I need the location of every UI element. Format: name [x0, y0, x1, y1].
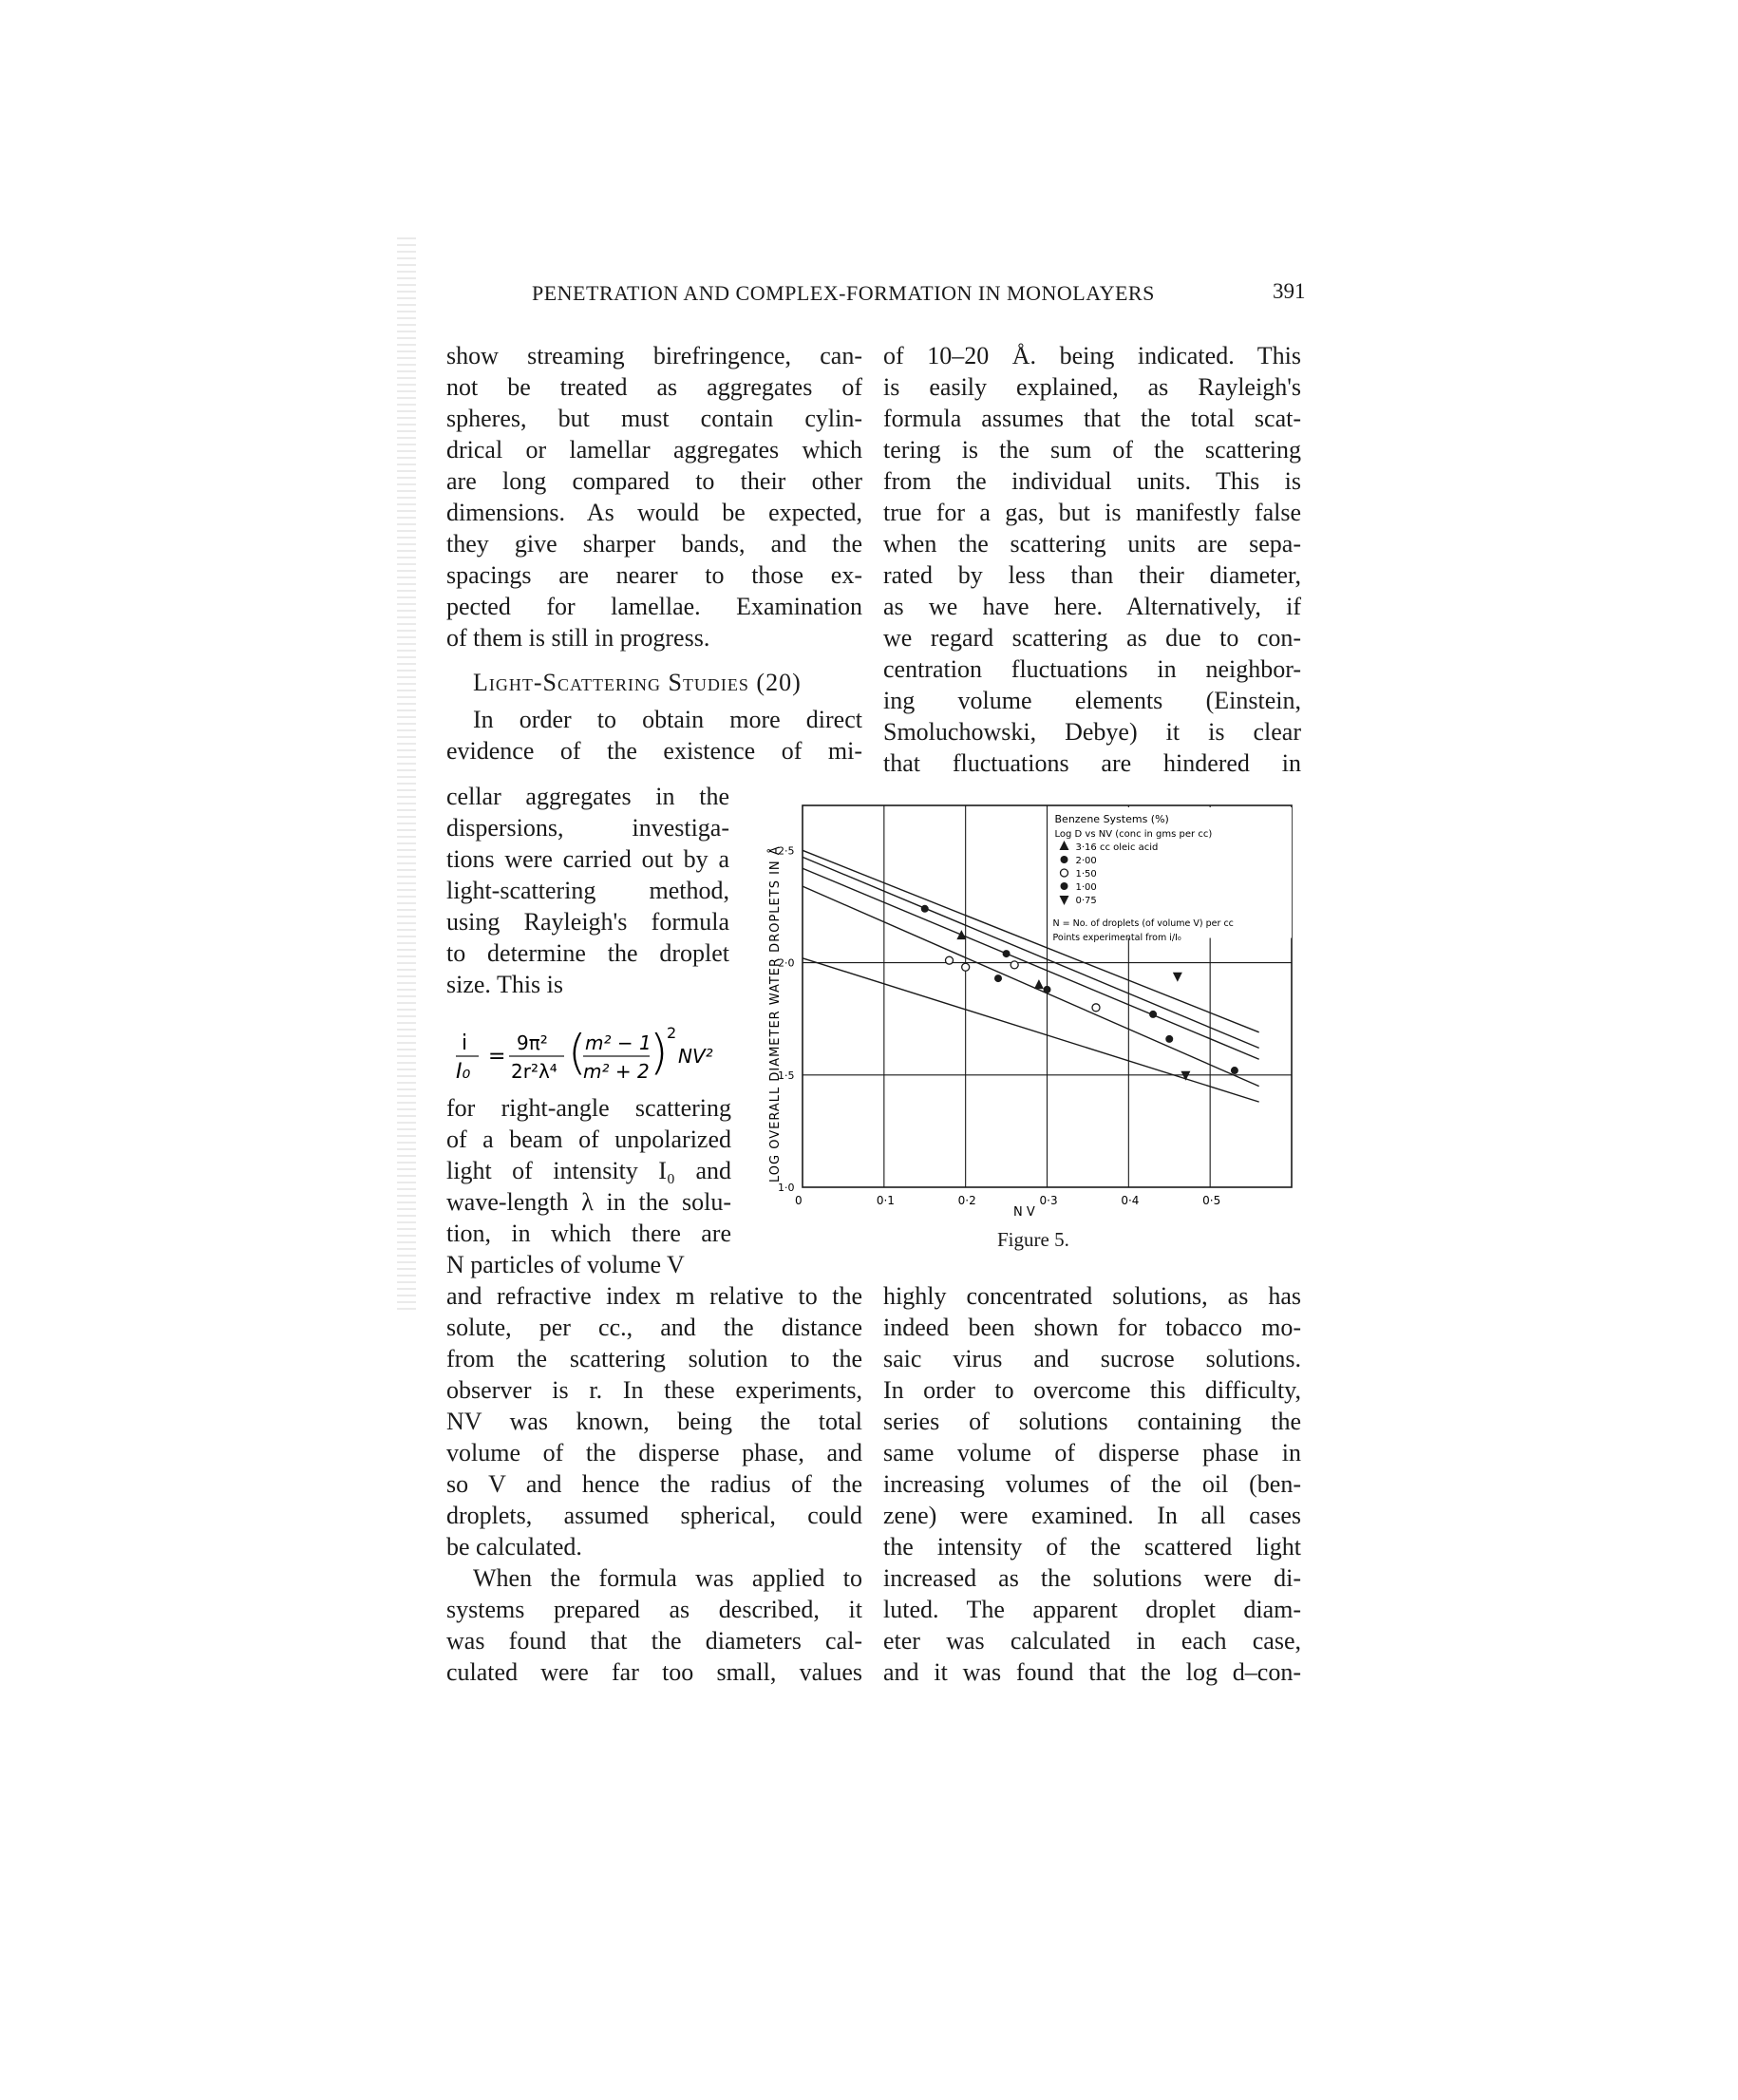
page-number: 391	[1273, 279, 1306, 303]
text-line: from the scattering solution to the	[446, 1345, 862, 1372]
text-line: are long compared to their other	[446, 467, 862, 495]
text-line: we regard scattering as due to con-	[883, 624, 1301, 652]
data-point	[1044, 986, 1051, 993]
left-column-bottom	[446, 1280, 862, 1688]
text-line: ing volume elements (Einstein,	[883, 687, 1301, 714]
text-line: and it was found that the log d–con-	[883, 1658, 1301, 1686]
y-tick-label: 2·5	[778, 844, 795, 858]
x-tick-label: 0·4	[1121, 1194, 1140, 1207]
text-line: solute, per cc., and the distance	[446, 1314, 862, 1341]
formula-svg	[454, 1021, 739, 1101]
data-point	[1003, 950, 1011, 957]
formula-lhs-num: i	[462, 1031, 468, 1055]
legend-note: Points experimental from i/I₀	[1052, 933, 1181, 943]
text-line: of them is still in progress.	[446, 624, 710, 652]
formula-power: 2	[667, 1024, 677, 1042]
text-line: is easily explained, as Rayleigh's	[883, 373, 1301, 401]
text-line: drical or lamellar aggregates which	[446, 436, 862, 464]
text-line: show streaming birefringence, can-	[446, 342, 862, 369]
text-line: observer is r. In these experiments,	[446, 1376, 862, 1404]
x-tick-label: 0·5	[1202, 1194, 1221, 1207]
data-point	[994, 974, 1002, 982]
text-line: systems prepared as described, it	[446, 1596, 862, 1623]
legend-entry: 1·00	[1075, 882, 1097, 893]
text-line: true for a gas, but is manifestly false	[883, 499, 1301, 526]
running-header: PENETRATION AND COMPLEX-FORMATION IN MONOLAYERS	[532, 281, 1155, 305]
x-tick-label: 0·1	[876, 1194, 895, 1207]
text-line: tions were carried out by a	[446, 845, 729, 873]
data-point	[1061, 882, 1068, 890]
legend-note: N = No. of droplets (of volume V) per cc	[1052, 918, 1234, 929]
text-line: luted. The apparent droplet diam-	[883, 1596, 1301, 1623]
text-line: not be treated as aggregates of	[446, 373, 862, 401]
text-line: When the formula was applied to	[473, 1564, 862, 1592]
text-line: light of intensity I₀ and	[446, 1157, 731, 1184]
data-point	[921, 905, 929, 913]
text-line: of a beam of unpolarized	[446, 1126, 731, 1153]
text-line: from the individual units. This is	[883, 467, 1301, 495]
chart-legend	[1049, 807, 1293, 943]
text-line: dimensions. As would be expected,	[446, 499, 862, 526]
text-line: volume of the disperse phase, and	[446, 1439, 862, 1466]
section-heading: Light-Scattering Studies (20)	[473, 669, 802, 696]
formula-frac-num: m² − 1	[585, 1031, 652, 1054]
text-line: the intensity of the scattered light	[883, 1533, 1301, 1561]
left-column-top	[446, 340, 862, 766]
scan-edge-artifact	[397, 237, 416, 1311]
text-line: centration fluctuations in neighbor-	[883, 655, 1301, 683]
text-line: pected for lamellae. Examination	[446, 593, 862, 620]
formula-coef-num: 9π²	[517, 1031, 548, 1054]
data-point	[956, 930, 966, 939]
x-tick-label: 0	[795, 1194, 803, 1207]
x-tick-label: 0·3	[1039, 1194, 1058, 1207]
text-line: dispersions, investiga-	[446, 814, 729, 842]
legend-entry: 2·00	[1075, 856, 1097, 866]
text-line: cellar aggregates in the	[446, 783, 729, 810]
text-line: culated were far too small, values	[446, 1658, 862, 1686]
text-line: increased as the solutions were di-	[883, 1564, 1301, 1592]
text-line: they give sharper bands, and the	[446, 530, 862, 558]
text-line: series of solutions containing the	[883, 1408, 1301, 1435]
data-point	[1149, 1011, 1157, 1018]
text-line: In order to overcome this difficulty,	[883, 1376, 1301, 1404]
text-line: tion, in which there are	[446, 1220, 731, 1247]
text-line: be calculated.	[446, 1533, 582, 1561]
legend-entry: 1·50	[1075, 869, 1097, 880]
text-line: was found that the diameters cal-	[446, 1627, 862, 1655]
formula-eq: =	[488, 1045, 506, 1069]
text-line: eter was calculated in each case,	[883, 1627, 1301, 1655]
text-line: N particles of volume V	[446, 1251, 685, 1278]
formula-paren-left: (	[568, 1025, 587, 1080]
text-line: indeed been shown for tobacco mo-	[883, 1314, 1301, 1341]
chart-x-axis-label: N V	[1013, 1205, 1035, 1220]
text-line: spheres, but must contain cylin-	[446, 405, 862, 432]
data-point	[1231, 1067, 1238, 1074]
data-point	[946, 956, 954, 964]
text-line: NV was known, being the total	[446, 1408, 862, 1435]
y-tick-label: 2·0	[778, 956, 795, 970]
text-line: to determine the droplet	[446, 939, 729, 967]
figure-caption: Figure 5.	[997, 1228, 1069, 1251]
text-line: tering is the sum of the scattering	[883, 436, 1301, 464]
text-line: highly concentrated solutions, as has	[883, 1282, 1301, 1310]
legend-title: Benzene Systems (%)	[1054, 813, 1169, 825]
text-line: spacings are nearer to those ex-	[446, 561, 862, 589]
text-line: so V and hence the radius of the	[446, 1470, 862, 1498]
text-line: droplets, assumed spherical, could	[446, 1502, 862, 1529]
formula-frac-den: m² + 2	[583, 1060, 650, 1083]
right-column-top	[883, 340, 1301, 779]
left-column-narrow	[446, 781, 729, 1000]
text-line: saic virus and sucrose solutions.	[883, 1345, 1301, 1372]
figure-5-chart	[755, 798, 1315, 1225]
left-column-after-formula	[446, 1092, 731, 1280]
data-point	[1061, 869, 1068, 877]
data-point	[1034, 979, 1044, 989]
text-line: for right-angle scattering	[446, 1094, 731, 1122]
text-line: Smoluchowski, Debye) it is clear	[883, 718, 1301, 746]
y-tick-label: 1·0	[778, 1182, 795, 1194]
text-line: of 10–20 Å. being indicated. This	[883, 342, 1301, 369]
formula-coef-den: 2r²λ⁴	[511, 1060, 557, 1083]
text-line: rated by less than their diameter,	[883, 561, 1301, 589]
text-line: zene) were examined. In all cases	[883, 1502, 1301, 1529]
right-column-bottom	[883, 1280, 1301, 1688]
text-line: as we have here. Alternatively, if	[883, 593, 1301, 620]
formula-lhs-den: I₀	[456, 1060, 471, 1084]
text-line: evidence of the existence of mi-	[446, 737, 862, 765]
text-line: wave-length λ in the solu-	[446, 1188, 731, 1216]
formula-paren-right: )	[650, 1025, 669, 1080]
y-tick-label: 1·5	[778, 1069, 795, 1082]
text-line: that fluctuations are hindered in	[883, 749, 1301, 777]
x-tick-label: 0·2	[957, 1194, 976, 1207]
legend-entry: 0·75	[1075, 896, 1097, 906]
text-line: size. This is	[446, 971, 564, 998]
data-point	[1092, 1004, 1100, 1012]
data-point	[962, 963, 970, 971]
legend-entry: 3·16 cc oleic acid	[1075, 842, 1159, 853]
data-point	[1173, 973, 1182, 982]
text-line: using Rayleigh's formula	[446, 908, 729, 936]
chart-y-axis-label: LOG OVERALL DIAMETER WATER DROPLETS IN Å	[768, 845, 783, 1182]
text-line: light-scattering method,	[446, 877, 729, 904]
text-line: In order to obtain more direct	[473, 706, 862, 733]
text-line: and refractive index m relative to the	[446, 1282, 862, 1310]
formula-tail: NV²	[678, 1045, 713, 1068]
data-point	[1165, 1035, 1173, 1043]
data-point	[1061, 856, 1068, 863]
legend-subtitle: Log D vs NV (conc in gms per cc)	[1054, 829, 1213, 840]
data-point	[1011, 961, 1018, 969]
text-line: formula assumes that the total scat-	[883, 405, 1301, 432]
text-line: when the scattering units are sepa-	[883, 530, 1301, 558]
text-line: same volume of disperse phase in	[883, 1439, 1301, 1466]
text-line: increasing volumes of the oil (ben-	[883, 1470, 1301, 1498]
